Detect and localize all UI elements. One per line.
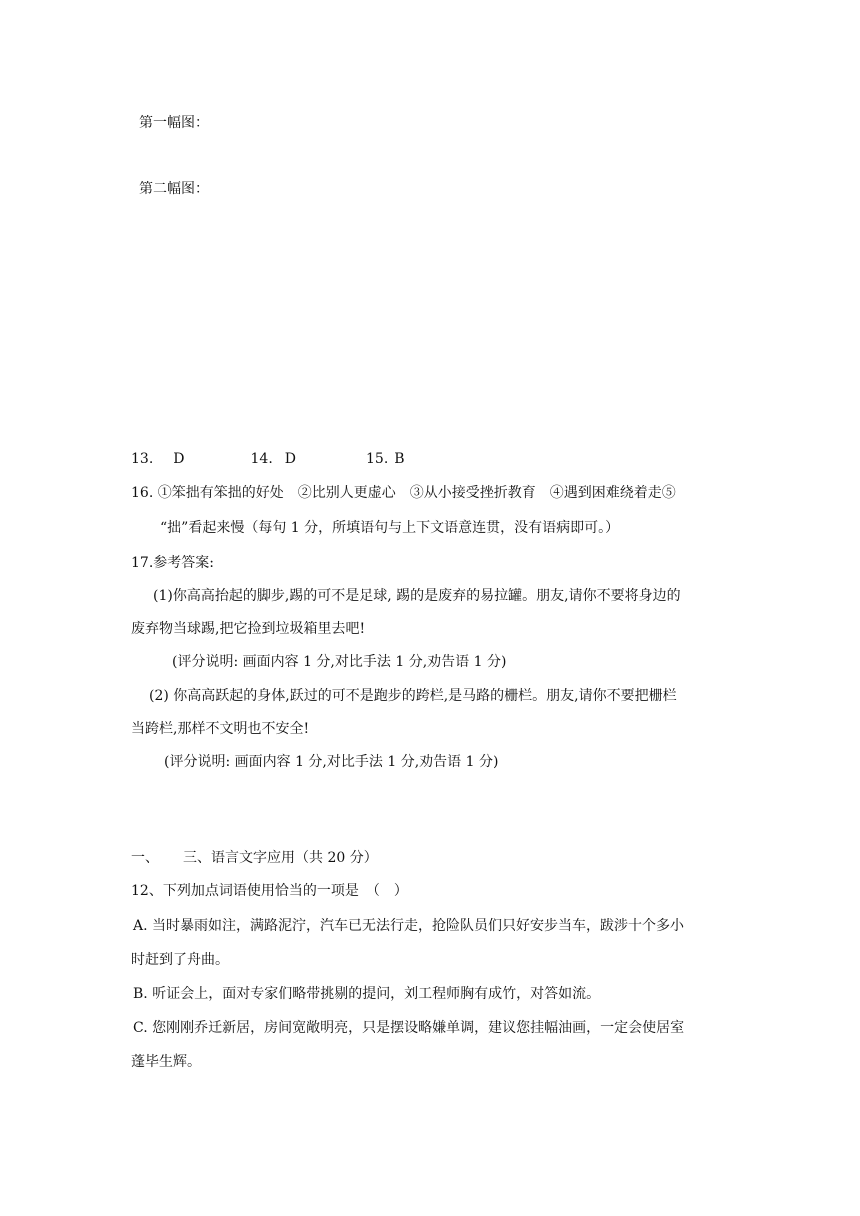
figure-1-label: 第一幅图： (139, 115, 209, 131)
q16-line-2: “拙”看起来慢（每句 1 分，所填语句与上下文语意连贯，没有语病即可。） (160, 520, 620, 536)
section-title: 三、语言文字应用（共 20 分） (183, 850, 378, 866)
answer-15-value: B (394, 451, 405, 467)
answer-13-number: 13. (131, 451, 154, 467)
q16-line-1: 16. ①笨拙有笨拙的好处 ②比别人更虚心 ③从小接受挫折教育 ④遇到困难绕着走⑤ (131, 485, 676, 501)
q17-part1-line-1: (1)你高高抬起的脚步,踢的可不是足球, 踢的是废弃的易拉罐。朋友,请你不要将身边的 (153, 588, 681, 604)
answer-14-value: D (284, 451, 296, 467)
q17-part2-score: (评分说明: 画面内容 1 分,对比手法 1 分,劝告语 1 分) (164, 754, 499, 770)
section-prefix: 一、 (131, 850, 159, 866)
q12-option-a-line-1: A. 当时暴雨如注，满路泥泞，汽车已无法行走，抢险队员们只好安步当车，跋涉十个多小 (133, 918, 685, 934)
q17-part1-score: (评分说明: 画面内容 1 分,对比手法 1 分,劝告语 1 分) (172, 654, 507, 670)
answer-13-value: D (173, 451, 185, 467)
q17-part2-line-1: (2) 你高高跃起的身体,跃过的可不是跑步的跨栏,是马路的栅栏。朋友,请你不要把栅栏 (149, 688, 677, 704)
q17-heading: 17.参考答案: (131, 555, 214, 571)
q12-stem: 12、下列加点词语使用恰当的一项是 （ ） (131, 883, 408, 899)
answer-14-number: 14. (250, 451, 273, 467)
answer-15-number: 15. (366, 451, 389, 467)
q12-option-b: B. 听证会上，面对专家们略带挑剔的提问，刘工程师胸有成竹，对答如流。 (133, 986, 601, 1002)
q17-part1-line-2: 废弃物当球踢,把它捡到垃圾箱里去吧! (131, 621, 366, 637)
section-heading (131, 848, 378, 868)
q12-option-c-line-1: C. 您刚刚乔迁新居，房间宽敞明亮，只是摆设略嫌单调，建议您挂幅油画，一定会使居室 (133, 1020, 685, 1036)
answers-13-15 (131, 449, 405, 469)
q12-option-c-line-2: 蓬毕生辉。 (131, 1054, 201, 1070)
q17-part2-line-2: 当跨栏,那样不文明也不安全! (131, 721, 310, 737)
q12-option-a-line-2: 时赶到了舟曲。 (131, 952, 229, 968)
figure-2-label: 第二幅图： (139, 181, 209, 197)
